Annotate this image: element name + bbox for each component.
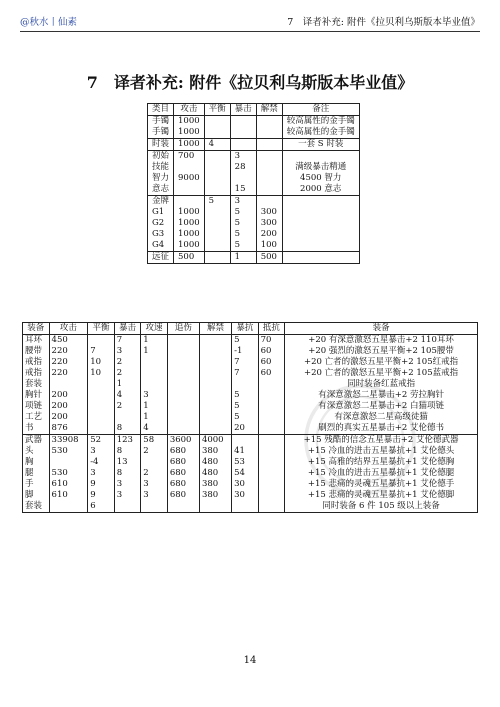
table-cell: 1 <box>230 252 256 264</box>
table-cell: 15 <box>230 184 256 196</box>
table-cell <box>49 379 88 390</box>
table-cell: 480 <box>199 457 231 468</box>
table-cell <box>204 162 230 173</box>
table-cell <box>282 207 359 218</box>
table-row <box>23 435 478 447</box>
table-cell <box>167 357 199 368</box>
table-cell: 610 <box>49 479 88 490</box>
table-cell <box>204 240 230 252</box>
table-cell: 1 <box>141 401 168 412</box>
table-cell <box>88 379 115 390</box>
table-cell: 1 <box>141 346 168 357</box>
table-cell <box>167 412 199 423</box>
table-cell: 1000 <box>174 218 205 229</box>
row-label: 套装 <box>23 379 50 390</box>
table-row <box>148 184 360 196</box>
col-header: 备注 <box>282 104 359 116</box>
table-cell <box>141 457 168 468</box>
table-row <box>148 151 360 163</box>
table-row <box>148 229 360 240</box>
col-header: 攻击 <box>174 104 205 116</box>
row-label: 工艺 <box>23 412 50 423</box>
col-header: 追伤 <box>167 323 199 335</box>
table-cell: 380 <box>199 479 231 490</box>
table-cell <box>204 116 230 128</box>
table-cell: 刷烈的真实五星暴击+2 艾伦德书 <box>285 423 478 435</box>
table-cell <box>199 401 231 412</box>
table-cell: 较高属性的金手镯 <box>282 127 359 139</box>
table-row <box>148 139 360 151</box>
col-header: 类目 <box>148 104 174 116</box>
table-cell <box>88 423 115 435</box>
table-cell: 480 <box>199 468 231 479</box>
table-cell: +15 悲痛的灵魂五星暴抗+1 艾伦德手 <box>285 479 478 490</box>
row-label: 意志 <box>148 184 174 196</box>
table-cell: 有深意激怒二星暴击+2 劳拉胸针 <box>285 390 478 401</box>
row-label: 初始 <box>148 151 174 163</box>
table-cell <box>141 368 168 379</box>
table-cell <box>230 139 256 151</box>
row-label: 胸 <box>23 457 50 468</box>
row-label: 项链 <box>23 401 50 412</box>
header-rule <box>20 31 480 32</box>
table-cell: 60 <box>258 346 285 357</box>
row-label: G1 <box>148 207 174 218</box>
row-label: 胸针 <box>23 390 50 401</box>
table-cell <box>256 139 282 151</box>
table-cell <box>230 116 256 128</box>
row-label: 腰带 <box>23 346 50 357</box>
table-cell: 9000 <box>174 173 205 184</box>
col-header: 解禁 <box>199 323 231 335</box>
table-row <box>148 116 360 128</box>
table-cell <box>167 335 199 347</box>
table-cell <box>199 346 231 357</box>
table-row <box>148 162 360 173</box>
table-cell <box>88 401 115 412</box>
table-cell: 680 <box>167 479 199 490</box>
table-cell: 9 <box>88 479 115 490</box>
table-cell: 680 <box>167 457 199 468</box>
table-cell: 500 <box>174 252 205 264</box>
table-cell: 4 <box>114 390 141 401</box>
table-cell: 450 <box>49 335 88 347</box>
table-cell: 满级暴击精通 <box>282 162 359 173</box>
table-cell: +15 残酷的信念五星暴击+2 艾伦德武器 <box>285 435 478 447</box>
table-cell <box>174 184 205 196</box>
table-cell: 1 <box>141 335 168 347</box>
table-cell: 6 <box>88 501 115 513</box>
table-cell: 7 <box>232 357 259 368</box>
table-cell: 同时装备 6 件 105 级以上装备 <box>285 501 478 513</box>
table-cell: 41 <box>232 446 259 457</box>
table-cell: 300 <box>256 218 282 229</box>
table-cell <box>256 162 282 173</box>
table-cell: 1 <box>141 412 168 423</box>
table-cell: 30 <box>232 479 259 490</box>
table-cell <box>199 335 231 347</box>
table-row <box>23 357 478 368</box>
table-cell <box>141 357 168 368</box>
table-cell <box>258 501 285 513</box>
row-label: 手镯 <box>148 127 174 139</box>
table-row <box>23 368 478 379</box>
table-cell <box>167 379 199 390</box>
table-cell: 4500 智力 <box>282 173 359 184</box>
table-cell: -1 <box>232 346 259 357</box>
row-label: 武器 <box>23 435 50 447</box>
table-cell: +15 冷血的进击五星暴抗+1 艾伦德头 <box>285 446 478 457</box>
table-cell: 8 <box>114 468 141 479</box>
table-cell <box>204 151 230 163</box>
table-row <box>23 423 478 435</box>
table-cell <box>256 184 282 196</box>
table-cell: 1000 <box>174 127 205 139</box>
table-cell <box>282 240 359 252</box>
table-cell: 3 <box>88 446 115 457</box>
table-cell: 8 <box>114 423 141 435</box>
table-cell <box>88 390 115 401</box>
table-cell: 1000 <box>174 207 205 218</box>
table-cell: +20 亡者的激怒五星平衡+2 105红戒指 <box>285 357 478 368</box>
table-cell <box>282 252 359 264</box>
row-label: 书 <box>23 423 50 435</box>
table-cell: 4000 <box>199 435 231 447</box>
table-cell: 有深意激怒二星高级徒猫 <box>285 412 478 423</box>
table-cell: 5 <box>232 390 259 401</box>
table-cell: 10 <box>88 368 115 379</box>
table-row <box>23 457 478 468</box>
table-cell <box>232 379 259 390</box>
table-cell <box>199 379 231 390</box>
table-cell <box>174 162 205 173</box>
table-cell <box>230 173 256 184</box>
row-label: 套装 <box>23 501 50 513</box>
table-cell: 700 <box>174 151 205 163</box>
col-header: 装备 <box>23 323 50 335</box>
table-cell <box>49 501 88 513</box>
table-cell <box>256 151 282 163</box>
row-label: 戒指 <box>23 368 50 379</box>
row-label: 智力 <box>148 173 174 184</box>
table-cell: 3600 <box>167 435 199 447</box>
table-cell: 530 <box>49 468 88 479</box>
table-cell <box>258 479 285 490</box>
table-cell <box>232 435 259 447</box>
table-cell: 680 <box>167 446 199 457</box>
row-label: G3 <box>148 229 174 240</box>
table-cell: 2 <box>114 401 141 412</box>
table-cell: 2 <box>141 446 168 457</box>
table-cell: 58 <box>141 435 168 447</box>
table-cell: 220 <box>49 368 88 379</box>
table-cell <box>232 501 259 513</box>
table-cell <box>167 423 199 435</box>
table-cell: +20 强烈的激怒五星平衡+2 105腰带 <box>285 346 478 357</box>
row-label: G4 <box>148 240 174 252</box>
table-cell: 同时装备红蓝戒指 <box>285 379 478 390</box>
table-cell: 220 <box>49 357 88 368</box>
table-cell: 9 <box>88 490 115 501</box>
table-cell: 5 <box>232 335 259 347</box>
table-cell: 5 <box>232 412 259 423</box>
table-cell <box>258 401 285 412</box>
table-cell <box>114 412 141 423</box>
table-cell: -4 <box>88 457 115 468</box>
table-row <box>23 501 478 513</box>
table-cell: 200 <box>49 412 88 423</box>
table-cell: 100 <box>256 240 282 252</box>
table-cell <box>199 368 231 379</box>
equipment-table <box>22 322 478 513</box>
col-header: 解禁 <box>256 104 282 116</box>
table-cell: 680 <box>167 490 199 501</box>
col-header: 平衡 <box>88 323 115 335</box>
table-row <box>23 346 478 357</box>
table-cell <box>204 229 230 240</box>
table-cell: 7 <box>114 335 141 347</box>
table-cell <box>88 335 115 347</box>
table-cell: 4 <box>204 139 230 151</box>
table-cell: 54 <box>232 468 259 479</box>
table-cell <box>199 412 231 423</box>
table-cell: +15 高雅的结界五星暴抗+1 艾伦德胸 <box>285 457 478 468</box>
table-cell: 5 <box>230 229 256 240</box>
page-number: 14 <box>243 655 257 666</box>
table-cell: 680 <box>167 468 199 479</box>
row-label: 技能 <box>148 162 174 173</box>
table-cell: 1000 <box>174 240 205 252</box>
table-cell <box>258 490 285 501</box>
table-cell: 一套 S 时装 <box>282 139 359 151</box>
col-header: 攻击 <box>49 323 88 335</box>
row-label: 头 <box>23 446 50 457</box>
table-cell <box>258 390 285 401</box>
table-cell: 1 <box>114 379 141 390</box>
table-cell: 2 <box>114 368 141 379</box>
row-label: 手镯 <box>148 116 174 128</box>
table-cell <box>114 501 141 513</box>
table-cell: 200 <box>256 229 282 240</box>
table-cell: 7 <box>232 368 259 379</box>
table-header-row <box>23 323 478 335</box>
row-label: 耳环 <box>23 335 50 347</box>
table-row <box>23 379 478 390</box>
table-cell <box>204 218 230 229</box>
base-stats-table <box>147 103 360 264</box>
table-cell <box>88 412 115 423</box>
table-cell: 380 <box>199 446 231 457</box>
table-cell <box>167 401 199 412</box>
table-row <box>148 252 360 264</box>
table-cell: 3 <box>141 479 168 490</box>
table-cell: 3 <box>88 468 115 479</box>
table-row <box>148 173 360 184</box>
table-row <box>148 207 360 218</box>
table-cell: 20 <box>232 423 259 435</box>
col-header: 攻速 <box>141 323 168 335</box>
table-cell: 3 <box>114 490 141 501</box>
table-row <box>23 401 478 412</box>
row-label: 手 <box>23 479 50 490</box>
table-cell: 220 <box>49 346 88 357</box>
table-cell <box>258 412 285 423</box>
table-row <box>148 218 360 229</box>
table-row <box>148 127 360 139</box>
col-header: 抵抗 <box>258 323 285 335</box>
table-cell: 2 <box>141 468 168 479</box>
table-cell <box>258 379 285 390</box>
table-cell: 200 <box>49 401 88 412</box>
table-row <box>23 335 478 347</box>
table-cell: 4 <box>141 423 168 435</box>
table-cell: 1000 <box>174 139 205 151</box>
table-cell: 8 <box>114 446 141 457</box>
table-cell <box>199 390 231 401</box>
table-cell <box>258 423 285 435</box>
table-cell: 2000 意志 <box>282 184 359 196</box>
table-cell <box>256 173 282 184</box>
table-cell: +20 亡者的激怒五星平衡+2 105蓝戒指 <box>285 368 478 379</box>
table-cell: 10 <box>88 357 115 368</box>
table-cell: 有深意激怒二星暴击+2 白猫项链 <box>285 401 478 412</box>
table-cell <box>282 196 359 208</box>
table-cell: 300 <box>256 207 282 218</box>
table-cell <box>256 196 282 208</box>
table-cell <box>282 218 359 229</box>
table-cell: 53 <box>232 457 259 468</box>
table-row <box>148 196 360 208</box>
table-cell <box>282 151 359 163</box>
table-row <box>148 240 360 252</box>
table-row <box>23 446 478 457</box>
table-cell <box>204 173 230 184</box>
table-cell <box>230 127 256 139</box>
table-cell <box>49 457 88 468</box>
table-cell: 876 <box>49 423 88 435</box>
table-cell: 610 <box>49 490 88 501</box>
table-cell: 5 <box>230 207 256 218</box>
col-header: 平衡 <box>204 104 230 116</box>
table-cell <box>141 379 168 390</box>
table-cell: 60 <box>258 368 285 379</box>
table-cell <box>167 368 199 379</box>
row-label: 腿 <box>23 468 50 479</box>
table-cell: 3 <box>230 151 256 163</box>
col-header: 装备 <box>285 323 478 335</box>
table-cell <box>258 468 285 479</box>
table-cell: 较高属性的金手镯 <box>282 116 359 128</box>
table-cell: 60 <box>258 357 285 368</box>
table-cell: 1000 <box>174 116 205 128</box>
table-cell <box>258 435 285 447</box>
table-cell: 30 <box>232 490 259 501</box>
row-label: 远征 <box>148 252 174 264</box>
table-cell: 13 <box>114 457 141 468</box>
table-cell: 3 <box>114 346 141 357</box>
table-cell: 3 <box>230 196 256 208</box>
row-label: 时装 <box>148 139 174 151</box>
row-label: 戒指 <box>23 357 50 368</box>
table-cell <box>141 501 168 513</box>
table-cell: 3 <box>141 390 168 401</box>
page-header <box>20 12 480 30</box>
table-cell: 500 <box>256 252 282 264</box>
table-cell: 2 <box>114 357 141 368</box>
table-cell: 52 <box>88 435 115 447</box>
row-label: G2 <box>148 218 174 229</box>
table-cell <box>204 184 230 196</box>
row-label: 金牌 <box>148 196 174 208</box>
table-cell <box>256 127 282 139</box>
col-header: 暴击 <box>230 104 256 116</box>
table-cell <box>199 357 231 368</box>
table-cell <box>199 423 231 435</box>
table-cell: 5 <box>204 196 230 208</box>
table-cell <box>258 457 285 468</box>
table-cell: 5 <box>230 240 256 252</box>
table-cell <box>258 446 285 457</box>
table-cell <box>204 207 230 218</box>
col-header: 暴抗 <box>232 323 259 335</box>
table-cell: 123 <box>114 435 141 447</box>
table-cell: +15 冷血的进击五星暴抗+1 艾伦德腿 <box>285 468 478 479</box>
table-row <box>23 412 478 423</box>
section-title: 7 译者补充: 附件《拉贝利乌斯版本毕业值》 <box>86 73 414 92</box>
table-cell <box>256 116 282 128</box>
table-cell <box>282 229 359 240</box>
table-cell <box>167 346 199 357</box>
table-cell: 200 <box>49 390 88 401</box>
table-cell: 5 <box>232 401 259 412</box>
table-cell: 3 <box>141 490 168 501</box>
table-header-row <box>148 104 360 116</box>
table-cell: 3 <box>114 479 141 490</box>
table-row <box>23 479 478 490</box>
table-row <box>23 390 478 401</box>
table-cell: 33908 <box>49 435 88 447</box>
table-cell: 70 <box>258 335 285 347</box>
row-label: 脚 <box>23 490 50 501</box>
table-row <box>23 490 478 501</box>
table-cell <box>204 127 230 139</box>
table-cell: 1000 <box>174 229 205 240</box>
table-cell: 380 <box>199 490 231 501</box>
table-cell <box>199 501 231 513</box>
table-cell: +20 有深意激怒五星暴击+2 110耳环 <box>285 335 478 347</box>
table-cell: 530 <box>49 446 88 457</box>
table-cell: 7 <box>88 346 115 357</box>
table-cell <box>174 196 205 208</box>
table-cell <box>167 390 199 401</box>
table-cell: 28 <box>230 162 256 173</box>
table-row <box>23 468 478 479</box>
table-cell <box>204 252 230 264</box>
table-cell: 5 <box>230 218 256 229</box>
header-author: @秋水丨仙素 <box>20 17 78 28</box>
table-cell <box>167 501 199 513</box>
col-header: 暴击 <box>114 323 141 335</box>
header-chapter: 7 译者补充: 附件《拉贝利乌斯版本毕业值》 <box>287 17 480 28</box>
table-cell: +15 悲痛的灵魂五星暴抗+1 艾伦德脚 <box>285 490 478 501</box>
